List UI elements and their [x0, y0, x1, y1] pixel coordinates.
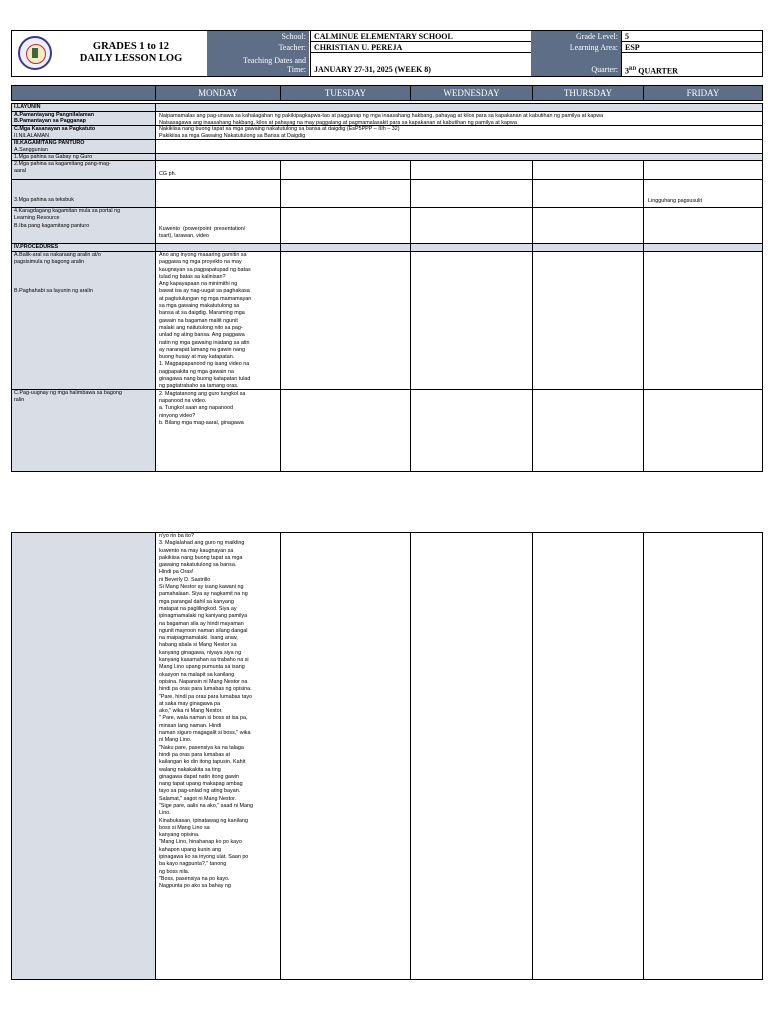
- area-label: Learning Area:: [531, 42, 621, 53]
- text-line: gawaing nakatutulong sa bansa.: [159, 562, 237, 569]
- text-line: na maipagmamalaki. Isang araw,: [159, 635, 238, 642]
- label-column-2: [12, 533, 155, 979]
- quarter-word: QUARTER: [636, 66, 678, 76]
- text-line: nagpapakita ng mga gawain na: [159, 368, 234, 375]
- text-line: ngunit mayroon naman silang dangal: [159, 627, 248, 634]
- deped-seal-icon: [18, 36, 52, 70]
- text-line: "Naku pare, pasensiya ka na talaga: [159, 744, 244, 751]
- dates-label-line-1: Teaching Dates and: [243, 56, 306, 65]
- day-thursday: THURSDAY: [532, 86, 643, 100]
- text-line: ninyong video?: [159, 412, 196, 419]
- day-tuesday: TUESDAY: [280, 86, 410, 100]
- dates-label-line-2: Time:: [287, 65, 306, 74]
- text-line: ako," wika ni Mang Nestor.: [159, 708, 223, 715]
- lesson-table-page-1: [11, 103, 763, 472]
- text-line: Ano ang inyong maaaring gamitin sa: [159, 252, 247, 258]
- text-line: Ang kapayapaan na minimithi ng: [159, 281, 238, 288]
- grade-label: Grade Level:: [531, 31, 621, 42]
- text-line: ng pagtatrabaho sa tamang oras.: [159, 383, 239, 390]
- label-sanggunian: A.Sanggunian: [14, 147, 48, 153]
- text-pagganap: Naisasagawa ang inaasahang hakbang, kilos at pahayag na may paggalang at pagmamalasakit para sa kapakanan at kabutihan ng pamilya at kapwa: [159, 120, 517, 126]
- quarter-label: Quarter:: [531, 53, 621, 76]
- text-line: opisina. Napansin ni Mang Nestor na: [159, 678, 248, 685]
- text-pangnilalaman: Naipamamalas ang pag-unawa sa kahalagahan ng pakikipagkapwa-tao at pagganap ng mga inaasahang hakbang, pahayag at kilos para sa kapakanan at kabutihan ng pamilya at kapwa: [159, 113, 604, 119]
- text-line: a. Tungkol saan ang napanood: [159, 405, 234, 412]
- text-ibapa-2: tsart), larawan, video: [159, 233, 210, 239]
- monday-procedures-text: [159, 252, 251, 427]
- label-pag-uugnay-1: C.Pag-uugnay ng mga halimbawa sa bagong: [14, 390, 122, 396]
- text-nilalaman: Pakikiisa sa mga Gawaing Nakatutulong sa Bansa at Daigdig: [159, 133, 306, 139]
- text-line: "Boss, pasensiya na po kayo.: [159, 875, 230, 882]
- text-line: "Sige pare, aalis na ako," saad ni Mang: [159, 802, 254, 809]
- text-line: hindi pa oras para lumabas ng opisina.: [159, 686, 252, 693]
- text-line: Salamat," sagot ni Mang Nestor.: [159, 795, 237, 802]
- text-line: kahapon upang kunin ang: [159, 846, 222, 853]
- title-line-2: DAILY LESSON LOG: [79, 53, 183, 64]
- text-line: kanyang ginagawa, niyaya siya ng: [159, 649, 242, 656]
- text-line: ay nararapat lamang na gawin nang: [159, 346, 246, 353]
- text-line: bansa at sa daigdig. Maraming mga: [159, 310, 245, 317]
- label-nilalaman: II.NILALAMAN: [14, 133, 50, 139]
- dates-value: JANUARY 27-31, 2025 (WEEK 8): [310, 53, 531, 76]
- text-line: kanyang kasamahan sa trabaho na si: [159, 657, 249, 664]
- school-value: CALMINUE ELEMENTARY SCHOOL: [310, 31, 531, 42]
- text-line: paggawa ng mga proyekto na may: [159, 259, 242, 266]
- text-friday-teksbuk: Lingguhang pagsusulit: [648, 198, 702, 204]
- text-line: at saka may ginagawa pa: [159, 700, 221, 707]
- text-line: Si Mang Nestor ay isang kawani ng: [159, 584, 244, 591]
- text-line: habang abala si Mang Nestor sa: [159, 642, 237, 649]
- label-gabay: 1.Mga pahina sa Gabay ng Guro: [14, 154, 93, 160]
- title-line-1: GRADES 1 to 12: [92, 41, 170, 52]
- text-line: 3. Maglalahad ang guro ng maikling: [159, 540, 245, 547]
- text-kasanayan: Nakikiisa nang buong tapat sa mga gawaing nakatutulong sa bansa at daigdig (EsP5PPP – IIIh – 32): [159, 126, 400, 132]
- dates-label: [207, 53, 309, 76]
- text-line: hindi pa oras para lumabas at: [159, 751, 231, 758]
- label-pangmag-2: aaral: [14, 168, 26, 174]
- text-line: okasyon na malapit sa kanilang: [159, 671, 235, 678]
- label-layunin: I.LAYUNIN: [14, 104, 41, 110]
- text-ibapa-1: Kuwento (powerpoint presentation/: [159, 226, 246, 232]
- text-line: tayo sa pag-unlad ng ating bayan.: [159, 788, 241, 795]
- text-line: na bagaman sila ay hindi mayaman: [159, 620, 244, 627]
- section-row-kagamitan: [12, 153, 762, 160]
- text-line: Nagpunta po ako sa bahay ng: [159, 883, 231, 890]
- text-line: kaugnayan sa pagpapatupad ng batas: [159, 266, 251, 273]
- text-gabay: CG ph.: [159, 171, 177, 177]
- text-line: pamahalaan. Siya ay nagkamit na ng: [159, 591, 248, 598]
- label-pagganap: B.Pamantayan sa Pagganap: [14, 118, 86, 124]
- text-line: minsan lang naman. Hindi: [159, 722, 222, 729]
- label-pag-uugnay-2: ralin: [14, 397, 25, 403]
- quarter-number: 3: [625, 66, 629, 76]
- day-header-row: [11, 85, 763, 101]
- day-wednesday: WEDNESDAY: [410, 86, 532, 100]
- text-line: bawat isa ay nag-uugat sa paghakasa: [159, 288, 250, 295]
- text-line: Lino.: [159, 810, 171, 817]
- text-line: ni Beverly D. Sastrillo: [159, 576, 211, 583]
- text-line: ba kayo nagpunta?," tanong: [159, 861, 227, 868]
- text-line: ni Mang Lino.: [159, 737, 192, 744]
- day-monday: MONDAY: [155, 86, 280, 100]
- document-title: [56, 41, 206, 65]
- text-line: ipinagmamalaki ng kaniyang pamilya: [159, 613, 248, 620]
- label-balik-2: pagsisimula ng bagong aralin: [14, 259, 85, 265]
- lesson-table-page-2: [11, 532, 763, 980]
- header-table: [11, 30, 763, 77]
- text-line: kailangan ko din itong tapusin. Kahit: [159, 759, 246, 766]
- text-line: boss si Mang Lino sa: [159, 824, 210, 831]
- text-line: malaki ang naitutulong nito sa pag-: [159, 324, 243, 331]
- text-line: n'yo rin ba ito?: [159, 533, 194, 539]
- teacher-label: Teacher:: [207, 42, 309, 53]
- text-line: napanood na video.: [159, 397, 207, 404]
- text-line: 1. Magpapapanood ng isang video na: [159, 361, 250, 368]
- text-line: matapat na paglilingkod. Siya ay: [159, 605, 237, 612]
- text-line: gawain na bagaman maliit ngunit: [159, 317, 238, 324]
- text-line: "Mang Lino, hinahanap ko po kayo: [159, 839, 242, 846]
- text-line: kuwento na may kaugnayan sa: [159, 547, 234, 554]
- monday-story-text: [159, 533, 253, 891]
- text-line: Mang Lino upang pumunta sa isang: [159, 664, 245, 671]
- text-line: naman siguro magagalit si boss," wika: [159, 730, 251, 737]
- label-pangmag-1: 2.Mga pahina sa kagamitang pang-mag-: [14, 161, 111, 167]
- text-line: natin ng mga gawaing iniatang sa atin: [159, 339, 250, 346]
- label-kagamitan: III.KAGAMITANG PANTURO: [14, 140, 85, 146]
- text-line: kanyang opisina.: [159, 832, 200, 839]
- label-ibapa: B.Iba pang kagamitang panturo: [14, 223, 90, 229]
- text-line: tulad ng batas sa kalinisan?: [159, 273, 226, 280]
- text-line: mga parangal dahil sa kanyang: [159, 598, 234, 605]
- text-line: pakikiisa nang buong tapat sa mga: [159, 554, 243, 561]
- label-pangnilalaman: A.Pamantayang Pangnilalaman: [14, 112, 94, 118]
- grade-value: 5: [621, 31, 762, 42]
- text-line: nang tapat upang makapag ambag: [159, 781, 243, 788]
- text-line: unlad ng ating bansa. Ang paggawa: [159, 332, 245, 339]
- text-line: ginagawa nang buong katapatan tulad: [159, 376, 251, 383]
- teacher-value: CHRISTIAN U. PEREJA: [310, 42, 531, 53]
- quarter-value: [621, 53, 762, 76]
- label-karagdagang-1: 4.Karagdagang kagamitan mula sa portal ng: [14, 208, 121, 214]
- text-line: b. Bilang mga mag-aaral, ginagawa: [159, 419, 244, 426]
- section-row-procedures: [12, 243, 762, 251]
- text-line: ginagawa dapat natin itong gawin: [159, 773, 240, 780]
- area-value: ESP: [621, 42, 762, 53]
- label-kasanayan: C.Mga Kasanayan sa Pagkatuto: [14, 126, 96, 132]
- text-line: ipinagawa ko sa inyong ulat. Saan po: [159, 854, 249, 861]
- day-friday: FRIDAY: [643, 86, 762, 100]
- school-label: School:: [207, 31, 309, 42]
- label-balik-1: A.Balik-aral sa nakaraang aralin at/o: [14, 252, 101, 258]
- text-line: " Pare, wala naman si boss at isa pa,: [159, 715, 248, 722]
- text-line: 2. Magtatanong ang guro tungkol sa: [159, 390, 246, 397]
- text-line: at pagtutulungan ng mga mamamayan: [159, 295, 252, 302]
- text-line: sa mga gawaing makatutulong sa: [159, 303, 240, 310]
- section-row-layunin: [12, 104, 762, 111]
- label-karagdagang-2: Learning Resource: [14, 215, 60, 221]
- label-procedures: IV.PROCEDURES: [14, 244, 59, 250]
- quarter-suffix: RD: [629, 67, 637, 72]
- text-line: ng boss nila.: [159, 868, 190, 875]
- text-line: walang nakakakita sa ting: [159, 766, 221, 773]
- text-line: Hindi pa Oras!: [159, 569, 194, 576]
- text-line: buong husay at may katapatan.: [159, 354, 235, 361]
- text-line: Kinabukasan, ipinatawag ng kanilang: [159, 817, 249, 824]
- label-paghahabi: B.Paghahabi sa layunin ng aralin: [14, 288, 93, 294]
- text-line: "Pare, hindi pa oras para lumabas tayo: [159, 693, 253, 700]
- label-teksbuk: 3.Mga pahina sa teksbuk: [14, 197, 74, 203]
